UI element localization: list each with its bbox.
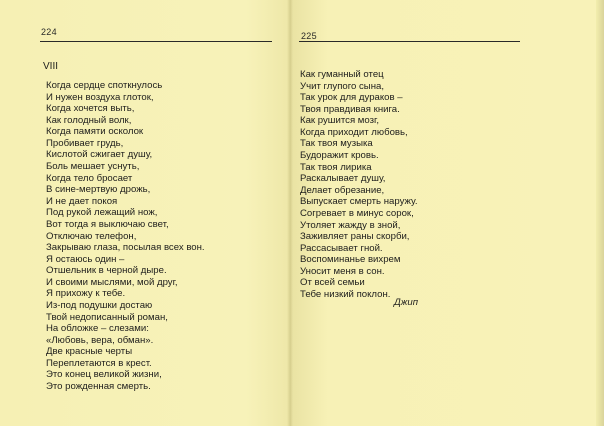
left-page-number: 224 bbox=[41, 27, 57, 37]
poem-line: Так урок для дураков – bbox=[300, 92, 403, 104]
poem-line: Как рушится мозг, bbox=[300, 115, 380, 127]
poem-line: Воспоминанье вихрем bbox=[300, 254, 401, 266]
poem-line: Это рожденная смерть. bbox=[46, 381, 151, 393]
poem-line: Согревает в минус сорок, bbox=[300, 207, 414, 219]
poem-line: Будоражит кровь. bbox=[300, 150, 379, 162]
poem-line: Делает обрезание, bbox=[300, 184, 385, 196]
book-gutter bbox=[287, 0, 293, 426]
poem-line: И не дает покоя bbox=[46, 195, 118, 207]
poem-line: Отключаю телефон, bbox=[46, 230, 137, 242]
poem-line: Вот тогда я выключаю свет, bbox=[46, 218, 169, 230]
poem-line: Когда приходит любовь, bbox=[300, 126, 408, 138]
poem-line: От всей семьи bbox=[300, 277, 365, 289]
poem-line: Как голодный волк, bbox=[46, 114, 132, 126]
poem-line: В сине-мертвую дрожь, bbox=[46, 184, 151, 196]
poem-line: Переплетаются в крест. bbox=[46, 357, 152, 369]
poem-line: И нужен воздуха глоток, bbox=[46, 91, 154, 103]
poem-line: Боль мешает уснуть, bbox=[46, 161, 140, 173]
poem-line: Учит глупого сына, bbox=[300, 80, 385, 92]
poem-line: Когда сердце споткнулось bbox=[46, 80, 163, 91]
poem-line: Это конец великой жизни, bbox=[46, 369, 162, 381]
poem-line: На обложке – слезами: bbox=[46, 323, 149, 335]
poem-line: Так твоя музыка bbox=[300, 138, 373, 150]
right-poem bbox=[300, 69, 418, 301]
poem-line: Как гуманный отец bbox=[300, 69, 384, 80]
poem-line: Раскалывает душу, bbox=[300, 173, 386, 185]
poem-line: Уносит меня в сон. bbox=[300, 265, 385, 277]
right-page-number: 225 bbox=[301, 31, 317, 41]
poem-line: Я остаюсь один – bbox=[46, 253, 125, 265]
poem-line: Кислотой сжигает душу, bbox=[46, 149, 153, 161]
poem-line: И своими мыслями, мой друг, bbox=[46, 276, 178, 288]
poem-line: Я прихожу к тебе. bbox=[46, 288, 126, 300]
poem-line: Заживляет раны скорби, bbox=[300, 231, 410, 243]
poem-line: Из-под подушки достаю bbox=[46, 299, 153, 311]
right-header-rule bbox=[299, 41, 520, 42]
poem-line: Отшельник в черной дыре. bbox=[46, 265, 167, 277]
poem-line: Твой недописанный роман, bbox=[46, 311, 168, 323]
page-edge bbox=[596, 0, 604, 426]
author-signature: Джип bbox=[394, 297, 418, 308]
poem-line: Когда памяти осколок bbox=[46, 126, 144, 138]
left-poem bbox=[46, 80, 205, 393]
poem-line: Закрываю глаза, посылая всех вон. bbox=[46, 242, 205, 254]
poem-line: Утоляет жажду в зной, bbox=[300, 219, 401, 231]
section-number: VIII bbox=[43, 61, 59, 72]
poem-line: Когда тело бросает bbox=[46, 172, 133, 184]
poem-line: Выпускает смерть наружу. bbox=[300, 196, 418, 208]
poem-line: Под рукой лежащий нож, bbox=[46, 207, 158, 219]
poem-line: Твоя правдивая книга. bbox=[300, 103, 400, 115]
poem-line: Так твоя лирика bbox=[300, 161, 372, 173]
poem-line: Рассасывает гной. bbox=[300, 242, 383, 254]
poem-line: Тебе низкий поклон. bbox=[300, 288, 391, 300]
poem-line: Когда хочется выть, bbox=[46, 103, 135, 115]
poem-line: «Любовь, вера, обман». bbox=[46, 334, 154, 346]
left-header-rule bbox=[40, 41, 272, 42]
poem-line: Две красные черты bbox=[46, 346, 133, 358]
poem-line: Пробивает грудь, bbox=[46, 137, 124, 149]
